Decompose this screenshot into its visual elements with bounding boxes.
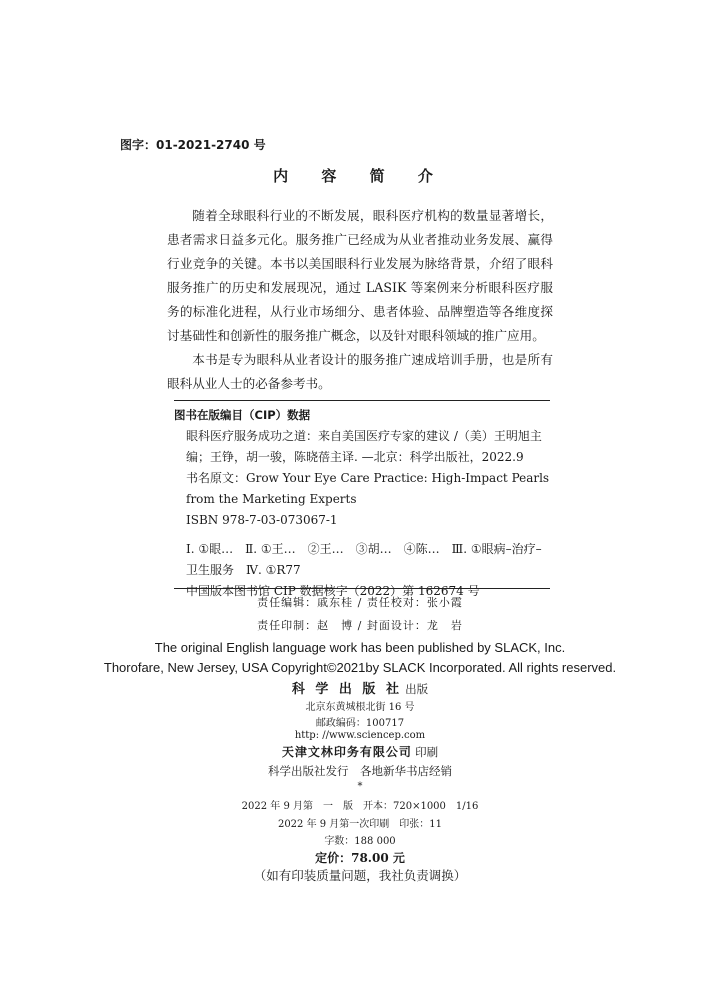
cip-data-number: 中国版本图书馆 CIP 数据核字（2022）第 162674 号	[186, 584, 480, 598]
printer-name: 天津文林印务有限公司	[281, 745, 412, 759]
cip-record-1: 眼科医疗服务成功之道：来自美国医疗专家的建议 /（美）王明旭主编；王铮，胡一骏，陈晓蓓主译. —北京：科学出版社，2022.9	[186, 429, 542, 464]
printing-line: 2022 年 9 月第一次印刷 印张：11	[277, 819, 443, 830]
edition-line: 2022 年 9 月第 一 版 开本：720×1000 1/16	[241, 801, 479, 812]
publisher-postcode: 邮政编码：100717	[315, 718, 405, 729]
publisher-address: 北京东黄城根北街 16 号	[305, 702, 415, 713]
summary-paragraph-2: 本书是专为眼科从业者设计的服务推广速成培训手册，也是所有眼科从业人士的必备参考书。	[167, 352, 553, 391]
printer-line	[0, 743, 720, 760]
editors-line-1: 责任编辑：戚东桂 / 责任校对：张小霞	[257, 596, 463, 609]
publisher-url: http: //www.sciencep.com	[294, 730, 426, 741]
english-notice-line-2: Thorofare, New Jersey, USA Copyright©2021by SLACK Incorporated. All rights reserved.	[103, 660, 617, 675]
quality-notice: （如有印装质量问题，我社负责调换）	[253, 868, 467, 883]
cip-isbn: ISBN 978-7-03-073067-1	[186, 513, 338, 527]
publisher-name-suffix: 出版	[405, 682, 429, 696]
summary-paragraph-1: 随着全球眼科行业的不断发展，眼科医疗机构的数量显著增长，患者需求日益多元化。服务推广已经成为从业者推动业务发展、赢得行业竞争的关键。本书以美国眼科行业发展为脉络背景，介绍了眼科服务推广的历史和发展现况，通过 LASIK 等案例来分析眼科医疗服务的标准化进程，从行业市场细分、患者体验、品牌塑造等各维度探讨基础性和创新性的服务推广概念，以及针对眼科领域的推广应用。	[167, 208, 553, 343]
section-title: 内 容 简 介	[273, 167, 447, 185]
word-count: 字数：188 000	[324, 836, 396, 847]
publisher-name-line	[0, 678, 720, 697]
cip-heading: 图书在版编目（CIP）数据	[174, 408, 311, 422]
distribution-line: 科学出版社发行 各地新华书店经销	[268, 764, 452, 778]
price: 定价：78.00 元	[315, 851, 405, 865]
cip-record-2: 书名原文：Grow Your Eye Care Practice: High-Impact Pearls from the Marketing Experts	[186, 471, 550, 506]
separator-star: *	[357, 781, 363, 792]
printer-suffix: 印刷	[415, 745, 439, 759]
contract-number: 图字：01-2021-2740 号	[120, 138, 266, 152]
cip-classification: Ⅰ. ①眼… Ⅱ. ①王… ②王… ③胡… ④陈… Ⅲ. ①眼病–治疗–卫生服务 Ⅳ. ①R77	[186, 542, 542, 577]
english-notice-line-1: The original English language work has been published by SLACK, Inc.	[154, 640, 566, 655]
editors-line-2: 责任印制：赵 博 / 封面设计：龙 岩	[257, 619, 463, 632]
publisher-name: 科 学 出 版 社	[291, 682, 402, 697]
